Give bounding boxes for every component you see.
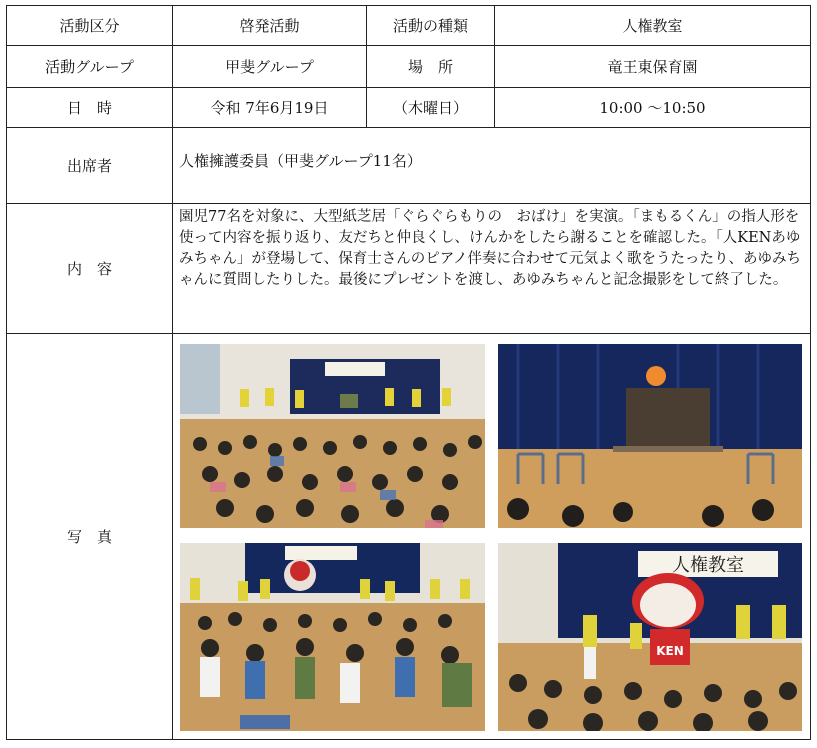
- value-weekday: （木曜日）: [367, 88, 495, 127]
- value-attendees: 人権擁護委員（甲斐グループ11名）: [179, 152, 422, 170]
- value-location: 竜王東保育園: [607, 58, 698, 76]
- mascot-sash-text: KEN: [656, 644, 684, 658]
- label-attendees: 出席者: [7, 128, 173, 203]
- banner-text: 人権教室: [672, 555, 744, 576]
- value-time: 10:00 〜10:50: [599, 99, 706, 117]
- label-content: 内 容: [7, 204, 173, 333]
- row-date-time: [7, 88, 810, 128]
- value-activity-group: 甲斐グループ: [173, 46, 367, 87]
- label-location: 場 所: [367, 46, 495, 87]
- row-content: [7, 204, 810, 334]
- row-activity-group: [7, 46, 810, 88]
- row-activity-category: [7, 6, 810, 46]
- label-date-time: 日 時: [7, 88, 173, 127]
- label-activity-type: 活動の種類: [367, 6, 495, 45]
- row-attendees: [7, 128, 810, 204]
- row-photos: [7, 334, 810, 739]
- photo-mascot-ayumi: [498, 543, 802, 731]
- label-activity-group: 活動グループ: [7, 46, 173, 87]
- photo-classroom-wide: [180, 344, 485, 528]
- label-photos: 写 真: [7, 334, 173, 739]
- photo-puppet-stage: [498, 344, 802, 528]
- value-activity-type: 人権教室: [622, 17, 683, 35]
- photo-children-standing: [180, 543, 485, 731]
- value-date: 令和 7年6月19日: [173, 88, 367, 127]
- activity-report-table: [6, 5, 811, 740]
- content-description: 園児77名を対象に、大型紙芝居「ぐらぐらもりの おばけ」を実演。「まもるくん」の指人形を使って内容を振り返り、友だちと仲良くし、けんかをしたら謝ることを確認した。「人KENあゆみちゃん」が登場して、保育士さんのピアノ伴奏に合わせて元気よく歌をうたったり、あゆみちゃんに質問したりした。最後にプレゼントを渡し、あゆみちゃんと記念撮影をして終了した。: [179, 209, 802, 288]
- value-activity-category: 啓発活動: [173, 6, 367, 45]
- label-activity-category: 活動区分: [7, 6, 173, 45]
